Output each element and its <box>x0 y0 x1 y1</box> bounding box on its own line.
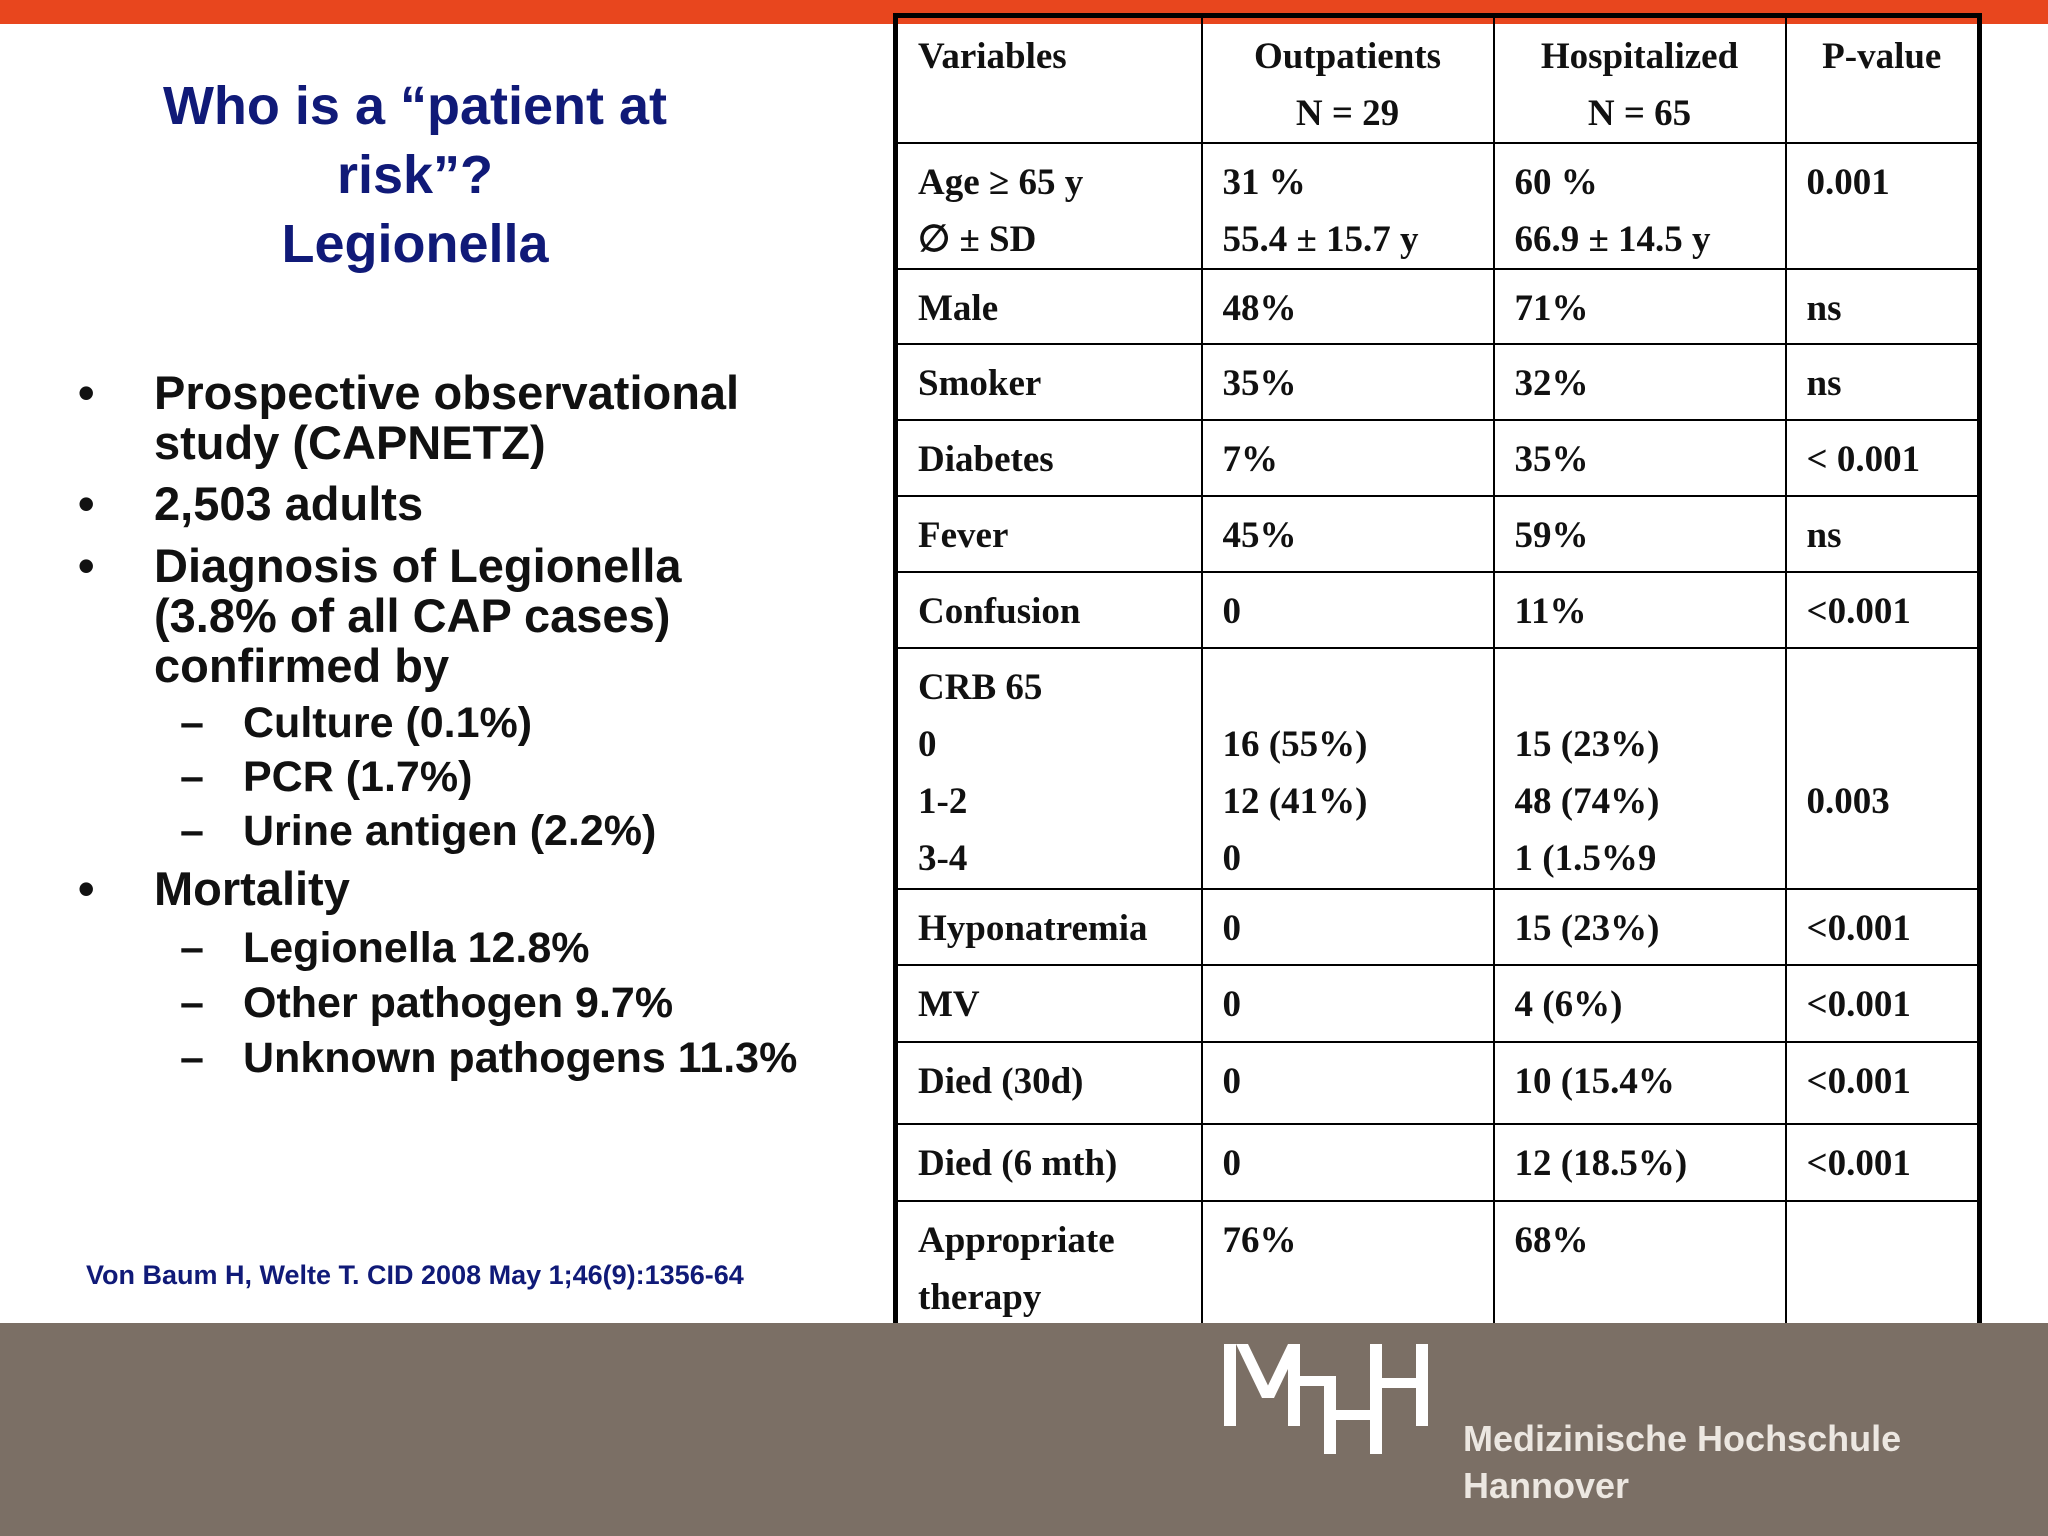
row-died-30d <box>896 1042 1980 1124</box>
cell-line: 32% <box>1514 363 1589 404</box>
header-cell <box>1786 16 1980 144</box>
title-line: risk”? <box>336 145 494 205</box>
cell-line: 7% <box>1222 439 1278 480</box>
cell-line: 45% <box>1222 515 1297 556</box>
cell-line: 68% <box>1514 1220 1589 1261</box>
cell-line: Fever <box>918 515 1009 556</box>
cell-line <box>1223 659 1493 716</box>
cell-line: ns <box>1806 363 1842 404</box>
cell-line: 15 (23%) <box>1514 908 1660 949</box>
pvalue-cell <box>1786 965 1980 1042</box>
variable-cell <box>896 889 1202 965</box>
header-line: Hospitalized <box>1540 36 1739 77</box>
data-table <box>893 13 1982 1331</box>
cell-line: 12 (18.5%) <box>1514 1143 1688 1184</box>
table-body <box>896 143 1980 1329</box>
citation: Von Baum H, Welte T. CID 2008 May 1;46(9):1356-64 <box>86 1260 744 1290</box>
hospitalized-cell <box>1494 648 1786 889</box>
hospitalized-cell <box>1494 420 1786 496</box>
row-diabetes <box>896 420 1980 496</box>
cell-line: <0.001 <box>1806 1061 1911 1102</box>
row-smoker <box>896 344 1980 420</box>
cell-line: Diabetes <box>918 439 1054 480</box>
hospitalized-cell <box>1494 965 1786 1042</box>
hospitalized-cell <box>1494 1201 1786 1329</box>
cell-line: Confusion <box>918 591 1081 632</box>
header-line: Variables <box>918 36 1067 77</box>
sub-bullet-text: Urine antigen (2.2%) <box>243 807 657 855</box>
cell-line: 0 <box>1222 591 1241 632</box>
sub-bullet-mark: – <box>180 753 204 801</box>
cell-line: ns <box>1806 288 1842 329</box>
pvalue-cell <box>1786 572 1980 648</box>
header-cell <box>1494 16 1786 144</box>
cell-line: therapy <box>918 1277 1042 1318</box>
bullet-mark: • <box>78 477 95 530</box>
cell-line: 0 <box>1222 1143 1241 1184</box>
row-appropriate-therapy <box>896 1201 1980 1329</box>
hospitalized-cell <box>1494 1042 1786 1124</box>
title-line: Legionella <box>281 214 549 274</box>
pvalue-cell <box>1786 648 1980 889</box>
bullet-list <box>0 0 890 1200</box>
header-line: N = 29 <box>1295 93 1400 134</box>
cell-line: 76% <box>1222 1220 1297 1261</box>
row-fever <box>896 496 1980 572</box>
institution-city: Hannover <box>1463 1465 1630 1506</box>
variable-cell <box>896 1042 1202 1124</box>
bullet-text: confirmed by <box>154 639 450 692</box>
variable-cell <box>896 572 1202 648</box>
outpatients-cell <box>1202 344 1494 420</box>
bullet-text: Mortality <box>154 862 350 915</box>
cell-line <box>1807 1212 1978 1269</box>
cell-line: 0.003 <box>1806 781 1890 822</box>
cell-line: 35% <box>1514 439 1589 480</box>
cell-line: 35% <box>1222 363 1297 404</box>
hospitalized-cell <box>1494 889 1786 965</box>
sub-bullet-text: Legionella 12.8% <box>243 924 590 972</box>
cell-line: 55.4 ± 15.7 y <box>1222 219 1419 260</box>
cell-line: Age ≥ 65 y <box>918 162 1084 203</box>
pvalue-cell <box>1786 496 1980 572</box>
bullet-text: 2,503 adults <box>154 477 424 530</box>
variable-cell <box>896 496 1202 572</box>
hospitalized-cell <box>1494 143 1786 269</box>
variable-cell <box>896 1124 1202 1201</box>
hospitalized-cell <box>1494 496 1786 572</box>
cell-line: 12 (41%) <box>1222 781 1368 822</box>
cell-line: 48% <box>1222 288 1297 329</box>
cell-line: 4 (6%) <box>1514 984 1623 1025</box>
cell-line: 10 (15.4% <box>1514 1061 1675 1102</box>
hospitalized-cell <box>1494 572 1786 648</box>
header-cell <box>1202 16 1494 144</box>
sub-bullet-mark: – <box>180 924 204 972</box>
header-cell <box>896 16 1202 144</box>
sub-bullet-text: PCR (1.7%) <box>243 753 473 801</box>
pvalue-cell <box>1786 1201 1980 1329</box>
cell-line: 1-2 <box>918 781 968 822</box>
row-died-6mth <box>896 1124 1980 1201</box>
bullet-text: study (CAPNETZ) <box>154 416 546 469</box>
bullet-mark: • <box>78 862 95 915</box>
pvalue-cell <box>1786 889 1980 965</box>
pvalue-cell <box>1786 143 1980 269</box>
outpatients-cell <box>1202 420 1494 496</box>
cell-line: 0 <box>918 724 937 765</box>
variable-cell <box>896 143 1202 269</box>
row-male <box>896 269 1980 344</box>
cell-line <box>1807 716 1978 773</box>
cell-line <box>1807 659 1978 716</box>
outpatients-cell <box>1202 1201 1494 1329</box>
cell-line: 31 % <box>1222 162 1306 203</box>
table-header-row <box>896 16 1980 144</box>
cell-line: Hyponatremia <box>918 908 1148 949</box>
hospitalized-cell <box>1494 1124 1786 1201</box>
row-crb65 <box>896 648 1980 889</box>
pvalue-cell <box>1786 1042 1980 1124</box>
cell-line: Appropriate <box>918 1220 1115 1261</box>
cell-line: 0 <box>1222 838 1241 879</box>
bullet-mark: • <box>78 366 95 419</box>
header-line: P-value <box>1822 36 1942 77</box>
bullet-text: (3.8% of all CAP cases) <box>154 589 671 642</box>
cell-line: <0.001 <box>1806 1143 1911 1184</box>
cell-line <box>1515 659 1785 716</box>
cell-line: 3-4 <box>918 838 968 879</box>
pvalue-cell <box>1786 1124 1980 1201</box>
variable-cell <box>896 1201 1202 1329</box>
mhh-logo-icon <box>1220 1340 1440 1460</box>
title-line: Who is a “patient at <box>162 76 668 136</box>
cell-line: 16 (55%) <box>1222 724 1368 765</box>
sub-bullet-mark: – <box>180 699 204 747</box>
cell-line: <0.001 <box>1806 984 1911 1025</box>
variable-cell <box>896 420 1202 496</box>
sub-bullet-text: Other pathogen 9.7% <box>243 979 674 1027</box>
cell-line: 0 <box>1222 908 1241 949</box>
cell-line: 71% <box>1514 288 1589 329</box>
cell-line <box>1807 830 1978 887</box>
sub-bullet-text: Unknown pathogens 11.3% <box>243 1034 798 1082</box>
outpatients-cell <box>1202 269 1494 344</box>
outpatients-cell <box>1202 965 1494 1042</box>
sub-bullet-mark: – <box>180 979 204 1027</box>
bullet-text: Diagnosis of Legionella <box>154 539 682 592</box>
cell-line: MV <box>918 984 980 1025</box>
row-mv <box>896 965 1980 1042</box>
bullet-mark: • <box>78 539 95 592</box>
pvalue-cell <box>1786 344 1980 420</box>
outpatients-cell <box>1202 648 1494 889</box>
outpatients-cell <box>1202 1124 1494 1201</box>
variable-cell <box>896 269 1202 344</box>
outpatients-cell <box>1202 572 1494 648</box>
sub-bullet-mark: – <box>180 807 204 855</box>
cell-line: 15 (23%) <box>1514 724 1660 765</box>
cell-line: Smoker <box>918 363 1042 404</box>
cell-line: 0 <box>1222 984 1241 1025</box>
variable-cell <box>896 965 1202 1042</box>
pvalue-cell <box>1786 420 1980 496</box>
cell-line: CRB 65 <box>918 667 1043 708</box>
row-age <box>896 143 1980 269</box>
cell-line: 0.001 <box>1806 162 1890 203</box>
pvalue-cell <box>1786 269 1980 344</box>
cell-line: ∅ ± SD <box>918 219 1037 260</box>
cell-line: Male <box>918 288 999 329</box>
cell-line: Died (30d) <box>918 1061 1084 1102</box>
header-line: Outpatients <box>1253 36 1442 77</box>
hospitalized-cell <box>1494 344 1786 420</box>
variable-cell <box>896 648 1202 889</box>
variable-cell <box>896 344 1202 420</box>
sub-bullet-text: Culture (0.1%) <box>243 699 533 747</box>
cell-line: <0.001 <box>1806 591 1911 632</box>
row-confusion <box>896 572 1980 648</box>
cell-line: 11% <box>1514 591 1587 632</box>
cell-line: 48 (74%) <box>1514 781 1660 822</box>
institution-name: Medizinische Hochschule <box>1463 1418 1902 1459</box>
cell-line: 66.9 ± 14.5 y <box>1514 219 1711 260</box>
row-hyponatremia <box>896 889 1980 965</box>
cell-line: < 0.001 <box>1806 439 1921 480</box>
header-line: N = 65 <box>1587 93 1692 134</box>
cell-line: Died (6 mth) <box>918 1143 1118 1184</box>
bullet-text: Prospective observational <box>154 366 740 419</box>
outpatients-cell <box>1202 889 1494 965</box>
hospitalized-cell <box>1494 269 1786 344</box>
cell-line: 59% <box>1514 515 1589 556</box>
cell-line: 1 (1.5%9 <box>1514 838 1657 879</box>
cell-line: 0 <box>1222 1061 1241 1102</box>
cell-line: 60 % <box>1514 162 1598 203</box>
outpatients-cell <box>1202 496 1494 572</box>
outpatients-cell <box>1202 1042 1494 1124</box>
cell-line: ns <box>1806 515 1842 556</box>
cell-line: <0.001 <box>1806 908 1911 949</box>
outpatients-cell <box>1202 143 1494 269</box>
sub-bullet-mark: – <box>180 1034 204 1082</box>
